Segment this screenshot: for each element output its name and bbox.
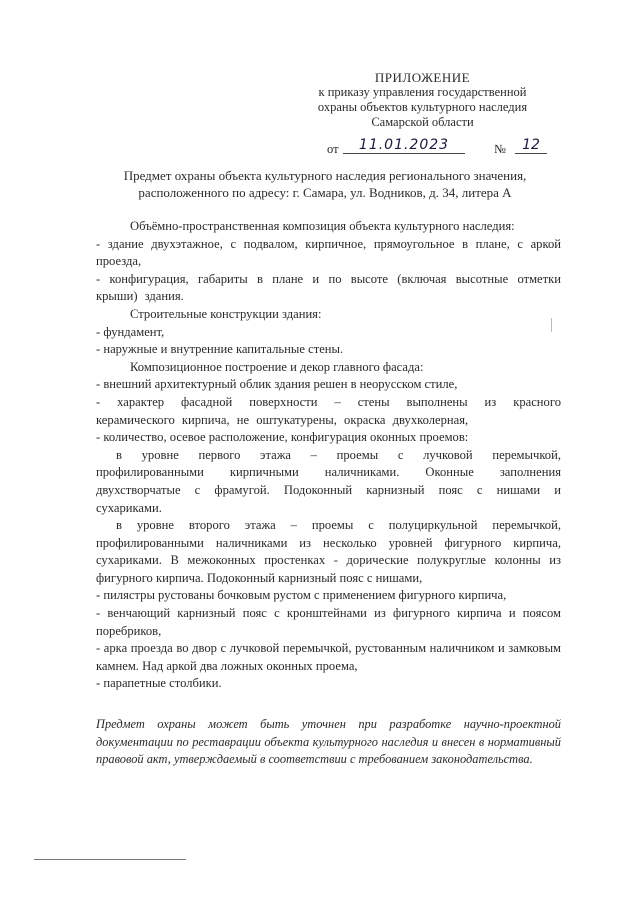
handwritten-number: 12	[515, 137, 547, 154]
number-label: №	[494, 142, 506, 156]
document-title	[80, 167, 570, 201]
body-paragraph: - здание двухэтажное, с подвалом, кирпичное, прямоугольное в плане, с аркой проезда,	[96, 236, 561, 269]
section-heading-volume: Объёмно-пространственная композиция объекта культурного наследия:	[130, 219, 515, 233]
header-line-2: охраны объектов культурного наследия	[317, 100, 528, 114]
body-paragraph: - парапетные столбики.	[96, 676, 222, 691]
appendix-heading: ПРИЛОЖЕНИЕ	[374, 70, 471, 85]
section-heading-facade: Композиционное построение и декор главного фасада:	[130, 359, 424, 374]
header-line-3: Самарской области	[371, 115, 474, 129]
body-paragraph: - конфигурация, габариты в плане и по высоте (включая высотные отметки крыши) здания.	[96, 271, 561, 304]
body-paragraph: - внешний архитектурный облик здания решен в неорусском стиле,	[96, 377, 458, 392]
body-paragraph: в уровне второго этажа – проемы с полуциркульной перемычкой, профилированными наличниками из несколько уровней фигурного кирпича, сухариками. В межоконных простенках - дорические полукруглые колонны из фигурного кирпича. Подоконный карнизный пояс с нишами,	[96, 518, 561, 585]
footer-rule	[34, 859, 186, 860]
header-line-1: к приказу управления государственной	[318, 85, 527, 99]
body-paragraph: в уровне первого этажа – проемы с лучковой перемычкой, профилированными кирпичными наличниками. Оконные заполнения двухстворчатые с фрамугой. Подоконный карнизный пояс с нишами и сухариками.	[96, 447, 561, 515]
from-label: от	[327, 142, 339, 156]
document-body	[96, 218, 561, 693]
body-paragraph: - количество, осевое расположение, конфигурация оконных проемов:	[96, 430, 469, 445]
appendix-header	[300, 70, 545, 130]
title-line-2: расположенного по адресу: г. Самара, ул. Водников, д. 34, литера А	[138, 185, 512, 200]
body-paragraph: - характер фасадной поверхности – стены выполнены из красного керамического кирпича, не оштукатурены, окраска двухколерная,	[96, 394, 561, 427]
handwritten-date: 11.01.2023	[343, 137, 465, 154]
body-paragraph: - венчающий карнизный пояс с кронштейнами из фигурного кирпича и поясом поребриков,	[96, 606, 561, 638]
body-paragraph: - фундамент,	[96, 324, 165, 339]
body-paragraph: - наружные и внутренние капитальные стены.	[96, 342, 344, 357]
body-paragraph: - пилястры рустованы бочковым рустом с применением фигурного кирпича,	[96, 588, 507, 603]
title-line-1: Предмет охраны объекта культурного наследия регионального значения,	[123, 168, 527, 183]
body-paragraph: - арка проезда во двор с лучковой перемычкой, рустованным наличником и замковым камнем. Над аркой два ложных оконных проема,	[96, 641, 561, 673]
section-heading-structures: Строительные конструкции здания:	[130, 306, 322, 321]
order-date-number-line	[327, 137, 547, 157]
italic-footnote: Предмет охраны может быть уточнен при разработке научно-проектной документации по реставрации объекта культурного наследия и внесен в нормативный правовой акт, утверждаемый в соответствии с требованием законодательства.	[96, 717, 561, 767]
